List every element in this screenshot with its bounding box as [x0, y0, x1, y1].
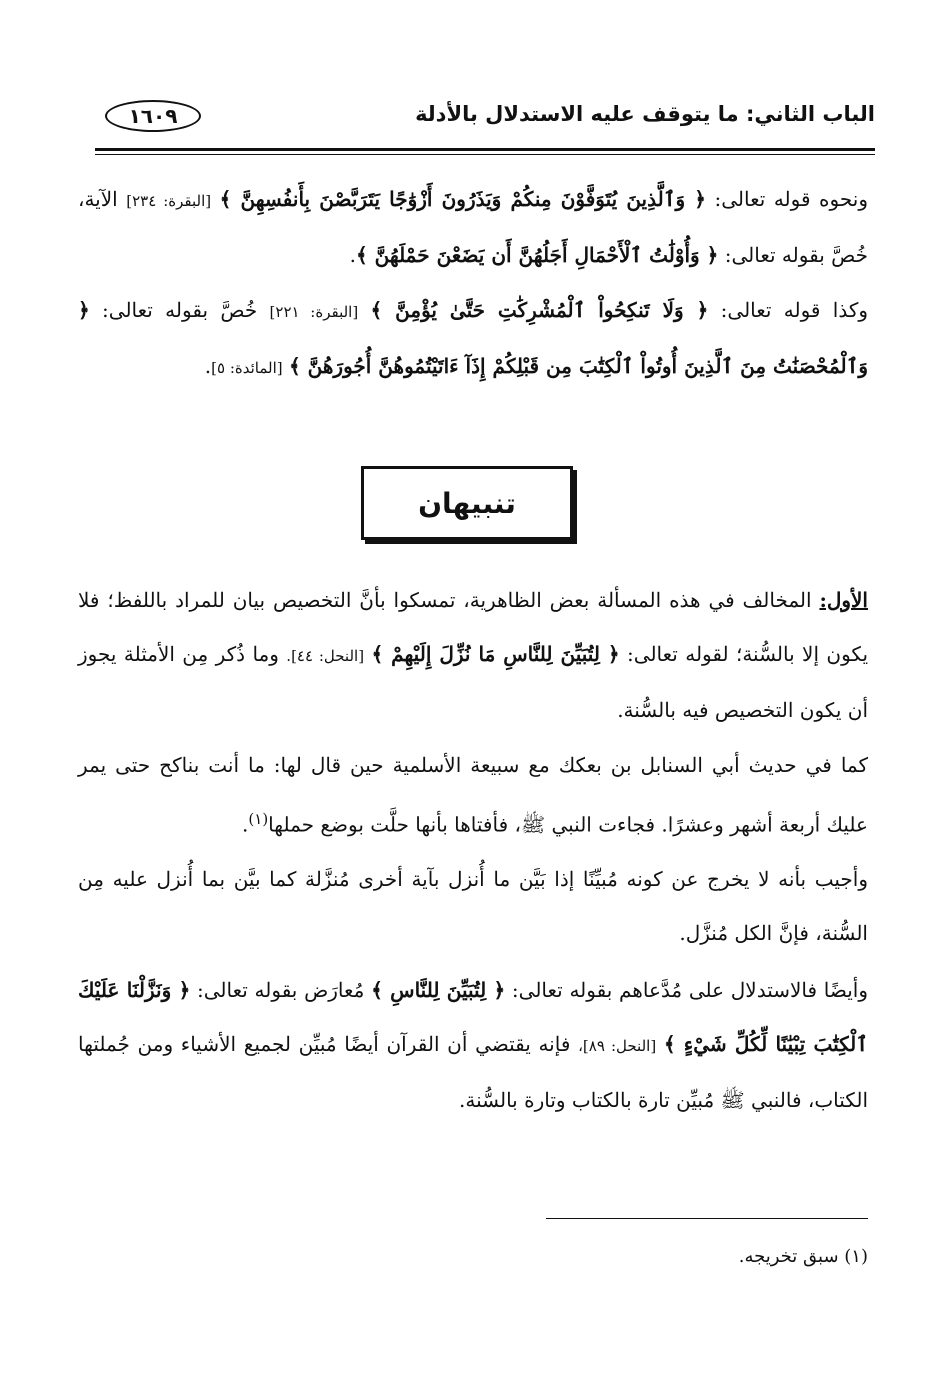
paragraph-text: وأيضًا فالاستدلال على مُدَّعاهم بقوله تعالى: [511, 978, 868, 1002]
section-heading-box [361, 466, 573, 540]
chapter-title: الباب الثاني: ما يتوقف عليه الاستدلال بالأدلة [415, 102, 875, 126]
page-number: ١٦٠٩ [105, 100, 201, 132]
paragraph-6 [78, 963, 868, 1127]
footnote-1 [78, 1246, 868, 1267]
quran-verse: ﴿ وَلَا تَنكِحُواْ ٱلْمُشْرِكَٰتِ حَتَّىٰ يُؤْمِنَّ ﴾ [370, 298, 709, 322]
header-rule [95, 148, 875, 151]
paragraph-3 [78, 573, 868, 737]
running-header [95, 96, 875, 146]
punctuation: . [242, 812, 249, 837]
paragraph-text: وما ذُكر مِن الأمثلة يجوز أن يكون التخصيص فيه بالسُّنة. [78, 642, 868, 722]
lead-word: الأول: [819, 588, 868, 612]
footnote-marker[interactable]: (١) [248, 810, 269, 828]
verse-reference: [البقرة: ٢٣٤] [126, 192, 212, 210]
paragraph-text: وأجيب بأنه لا يخرج عن كونه مُبيِّنًا إذا بَيَّن ما أُنزل بآية أخرى مُنزَّلة كما بيَّن بما أُنزل عليه مِن السُّنة، فإنَّ الكل مُنزَّل. [78, 867, 868, 945]
paragraph-4 [78, 738, 868, 852]
footnote-separator [546, 1218, 868, 1219]
quran-verse: ﴿ لِتُبَيِّنَ لِلنَّاسِ مَا نُزِّلَ إِلَيْهِمْ ﴾ [371, 642, 620, 666]
quran-verse: ﴿ وَنَزَّلْنَا عَلَيْكَ ٱلْكِتَٰبَ تِبْيَٰنًا لِّكُلِّ شَيْءٍ ﴾ [78, 978, 868, 1056]
quran-verse: ﴿ لِتُبَيِّنَ لِلنَّاسِ ﴾ [371, 978, 506, 1002]
paragraph-text: المخالف في هذه المسألة بعض الظاهرية، تمسكوا بأنَّ التخصيص بيان للمراد باللفظ؛ فلا يكون إلا بالسُّنة؛ لقوله تعالى: [78, 588, 869, 666]
paragraph-5 [78, 852, 868, 960]
quran-verse: ﴿ وَٱلَّذِينَ يُتَوَفَّوْنَ مِنكُمْ وَيَذَرُونَ أَزْوَٰجًا يَتَرَبَّصْنَ بِأَنفُسِهِنَّ ﴾ [219, 187, 706, 211]
paragraph-text: مُعارَض بقوله تعالى: [197, 978, 365, 1002]
quran-verse: ﴿ وَٱلْمُحْصَنَٰتُ مِنَ ٱلَّذِينَ أُوتُواْ ٱلْكِتَٰبَ مِن قَبْلِكُمْ إِذَآ ءَاتَيْتُمُوهُنَّ أُجُورَهُنَّ ﴾ [78, 298, 868, 378]
footnote-marker: (١) [844, 1246, 868, 1267]
verse-reference: [النحل: ٤٤]. [286, 647, 365, 665]
paragraph-1 [78, 172, 868, 282]
footnote-text: سبق تخريجه. [738, 1246, 839, 1267]
paragraph-text: خُصَّ بقوله تعالى: [102, 298, 258, 322]
verse-reference: [البقرة: ٢٢١] [269, 303, 359, 321]
paragraph-text: وكذا قوله تعالى: [720, 298, 869, 322]
paragraph-2 [78, 283, 868, 395]
punctuation: . [204, 354, 212, 378]
paragraph-text: فإنه يقتضي أن القرآن أيضًا مُبيِّن لجميع الأشياء ومن جُملتها الكتاب، فالنبي ﷺ مُبيِّن تارة بالكتاب وتارة بالسُّنة. [78, 1032, 868, 1112]
quran-verse: ﴿ وَأُوْلَٰتُ ٱلْأَحْمَالِ أَجَلُهُنَّ أَن يَضَعْنَ حَمْلَهُنَّ ﴾ [355, 243, 719, 267]
verse-reference: [النحل: ٨٩]، [578, 1037, 657, 1055]
paragraph-text: كما في حديث أبي السنابل بن بعكك مع سبيعة الأسلمية حين قال لها: ما أنت بناكح حتى يمر عليك أربعة أشهر وعشرًا. فجاءت النبي ﷺ، فأفتاها بأنها حلَّت بوضع حملها [78, 753, 868, 837]
paragraph-text: ونحوه قوله تعالى: [714, 187, 868, 211]
punctuation: . [349, 243, 356, 267]
verse-reference: [المائدة: ٥] [211, 359, 283, 377]
section-heading: تنبيهان [418, 486, 516, 520]
header-rule-thin [95, 154, 875, 155]
paragraph-text: الآية، خُصَّ بقوله تعالى: [78, 187, 868, 267]
